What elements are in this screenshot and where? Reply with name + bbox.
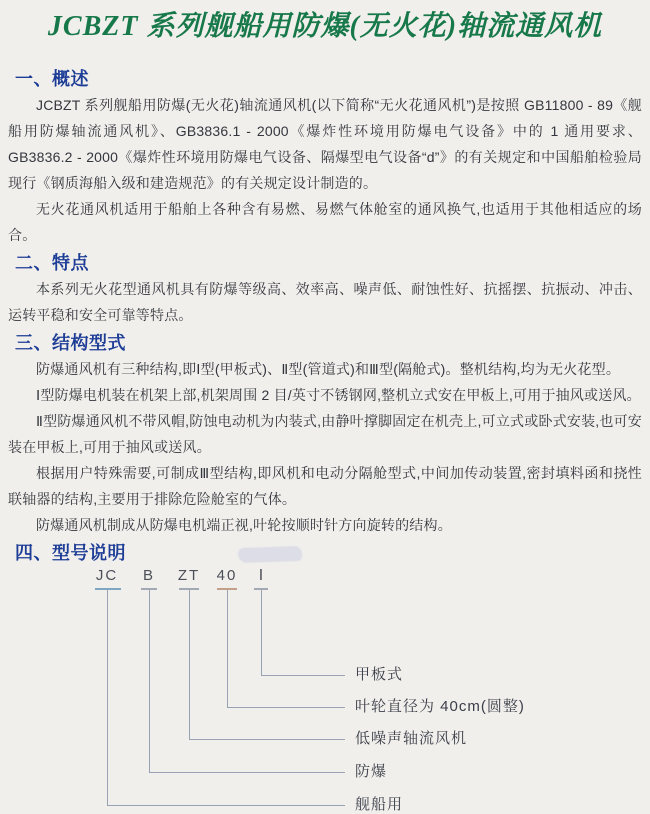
- section-overview-body: [0, 92, 650, 248]
- model-code-diagram: [0, 566, 650, 814]
- model-code-segment-zt: ZT: [177, 567, 201, 584]
- section-features: [0, 252, 650, 274]
- diagram-label-explosion-proof: 防爆: [355, 763, 388, 780]
- leader-vline-40: [227, 590, 228, 707]
- section-heading-structure: 三、结构型式: [15, 333, 126, 353]
- paragraph: 本系列无火花型通风机具有防爆等级高、效率高、噪声低、耐蚀性好、抗摇摆、抗振动、冲击、运转平稳和安全可靠等特点。: [8, 281, 642, 323]
- section-structure-body: [0, 356, 650, 538]
- diagram-label-low-noise: 低噪声轴流风机: [355, 730, 468, 747]
- section-heading-overview: 一、概述: [15, 69, 89, 89]
- diagram-label-marine-use: 舰船用: [355, 796, 404, 813]
- section-structure: [0, 332, 650, 354]
- paragraph: JCBZT 系列舰船用防爆(无火花)轴流通风机(以下简称“无火花通风机”)是按照 GB11800 - 89《舰船用防爆轴流通风机》、GB3836.1 - 2000《爆炸性环境用防爆电气设备》中的 1 通用要求、GB3836.2 - 2000《爆炸性环境用防爆电气设备、隔爆型电气设备“d”》的有关规定和中国船舶检验局现行《钢质海船入级和建造规范》的有关规定设计制造的。: [8, 97, 642, 191]
- leader-vline-roman-one: [261, 590, 262, 675]
- diagram-label-impeller-diameter: 叶轮直径为 40cm(圆整): [355, 698, 525, 715]
- paragraph: Ⅰ型防爆电机装在机架上部,机架周围 2 目/英寸不锈钢网,整机立式安在甲板上,可用于抽风或送风。: [36, 387, 641, 403]
- underline-jc: [95, 588, 121, 590]
- leader-vline-zt: [189, 590, 190, 739]
- leader-vline-b: [149, 590, 150, 772]
- model-code-segment-roman-one: Ⅰ: [258, 568, 264, 584]
- model-code-segment-jc: JC: [95, 567, 119, 584]
- page-title: JCBZT 系列舰船用防爆(无火花)轴流通风机: [47, 11, 603, 42]
- diagram-label-deck-type: 甲板式: [355, 666, 404, 683]
- section-heading-model-designation: 四、型号说明: [15, 543, 126, 563]
- leader-hline-explosion-proof: [149, 772, 345, 773]
- paragraph: 防爆通风机有三种结构,即Ⅰ型(甲板式)、Ⅱ型(管道式)和Ⅲ型(隔舱式)。整机结构,均为无火花型。: [36, 361, 621, 377]
- leader-hline-low-noise: [189, 739, 345, 740]
- leader-vline-jc: [107, 590, 108, 805]
- section-overview: [0, 68, 650, 90]
- leader-hline-deck-type: [261, 675, 345, 676]
- leader-hline-impeller-diameter: [227, 707, 345, 708]
- section-heading-features: 二、特点: [15, 253, 89, 273]
- paragraph: Ⅱ型防爆通风机不带风帽,防蚀电动机为内装式,由静叶撑脚固定在机壳上,可立式或卧式安装,也可安装在甲板上,可用于抽风或送风。: [8, 413, 642, 455]
- model-code-segment-b: B: [142, 567, 156, 584]
- model-code-segment-40: 40: [216, 567, 238, 584]
- paragraph: 无火花通风机适用于船舶上各种含有易燃、易燃气体舱室的通风换气,也适用于其他相适应的场合。: [8, 201, 642, 243]
- scan-smudge-artifact: [238, 546, 302, 563]
- section-model-designation: [0, 542, 650, 564]
- paragraph: 防爆通风机制成从防爆电机端正视,叶轮按顺时针方向旋转的结构。: [36, 517, 452, 533]
- leader-hline-marine-use: [107, 805, 345, 806]
- paragraph: 根据用户特殊需要,可制成Ⅲ型结构,即风机和电动分隔舱型式,中间加传动装置,密封填料函和挠性联轴器的结构,主要用于排除危险舱室的气体。: [8, 465, 642, 507]
- section-features-body: [0, 276, 650, 328]
